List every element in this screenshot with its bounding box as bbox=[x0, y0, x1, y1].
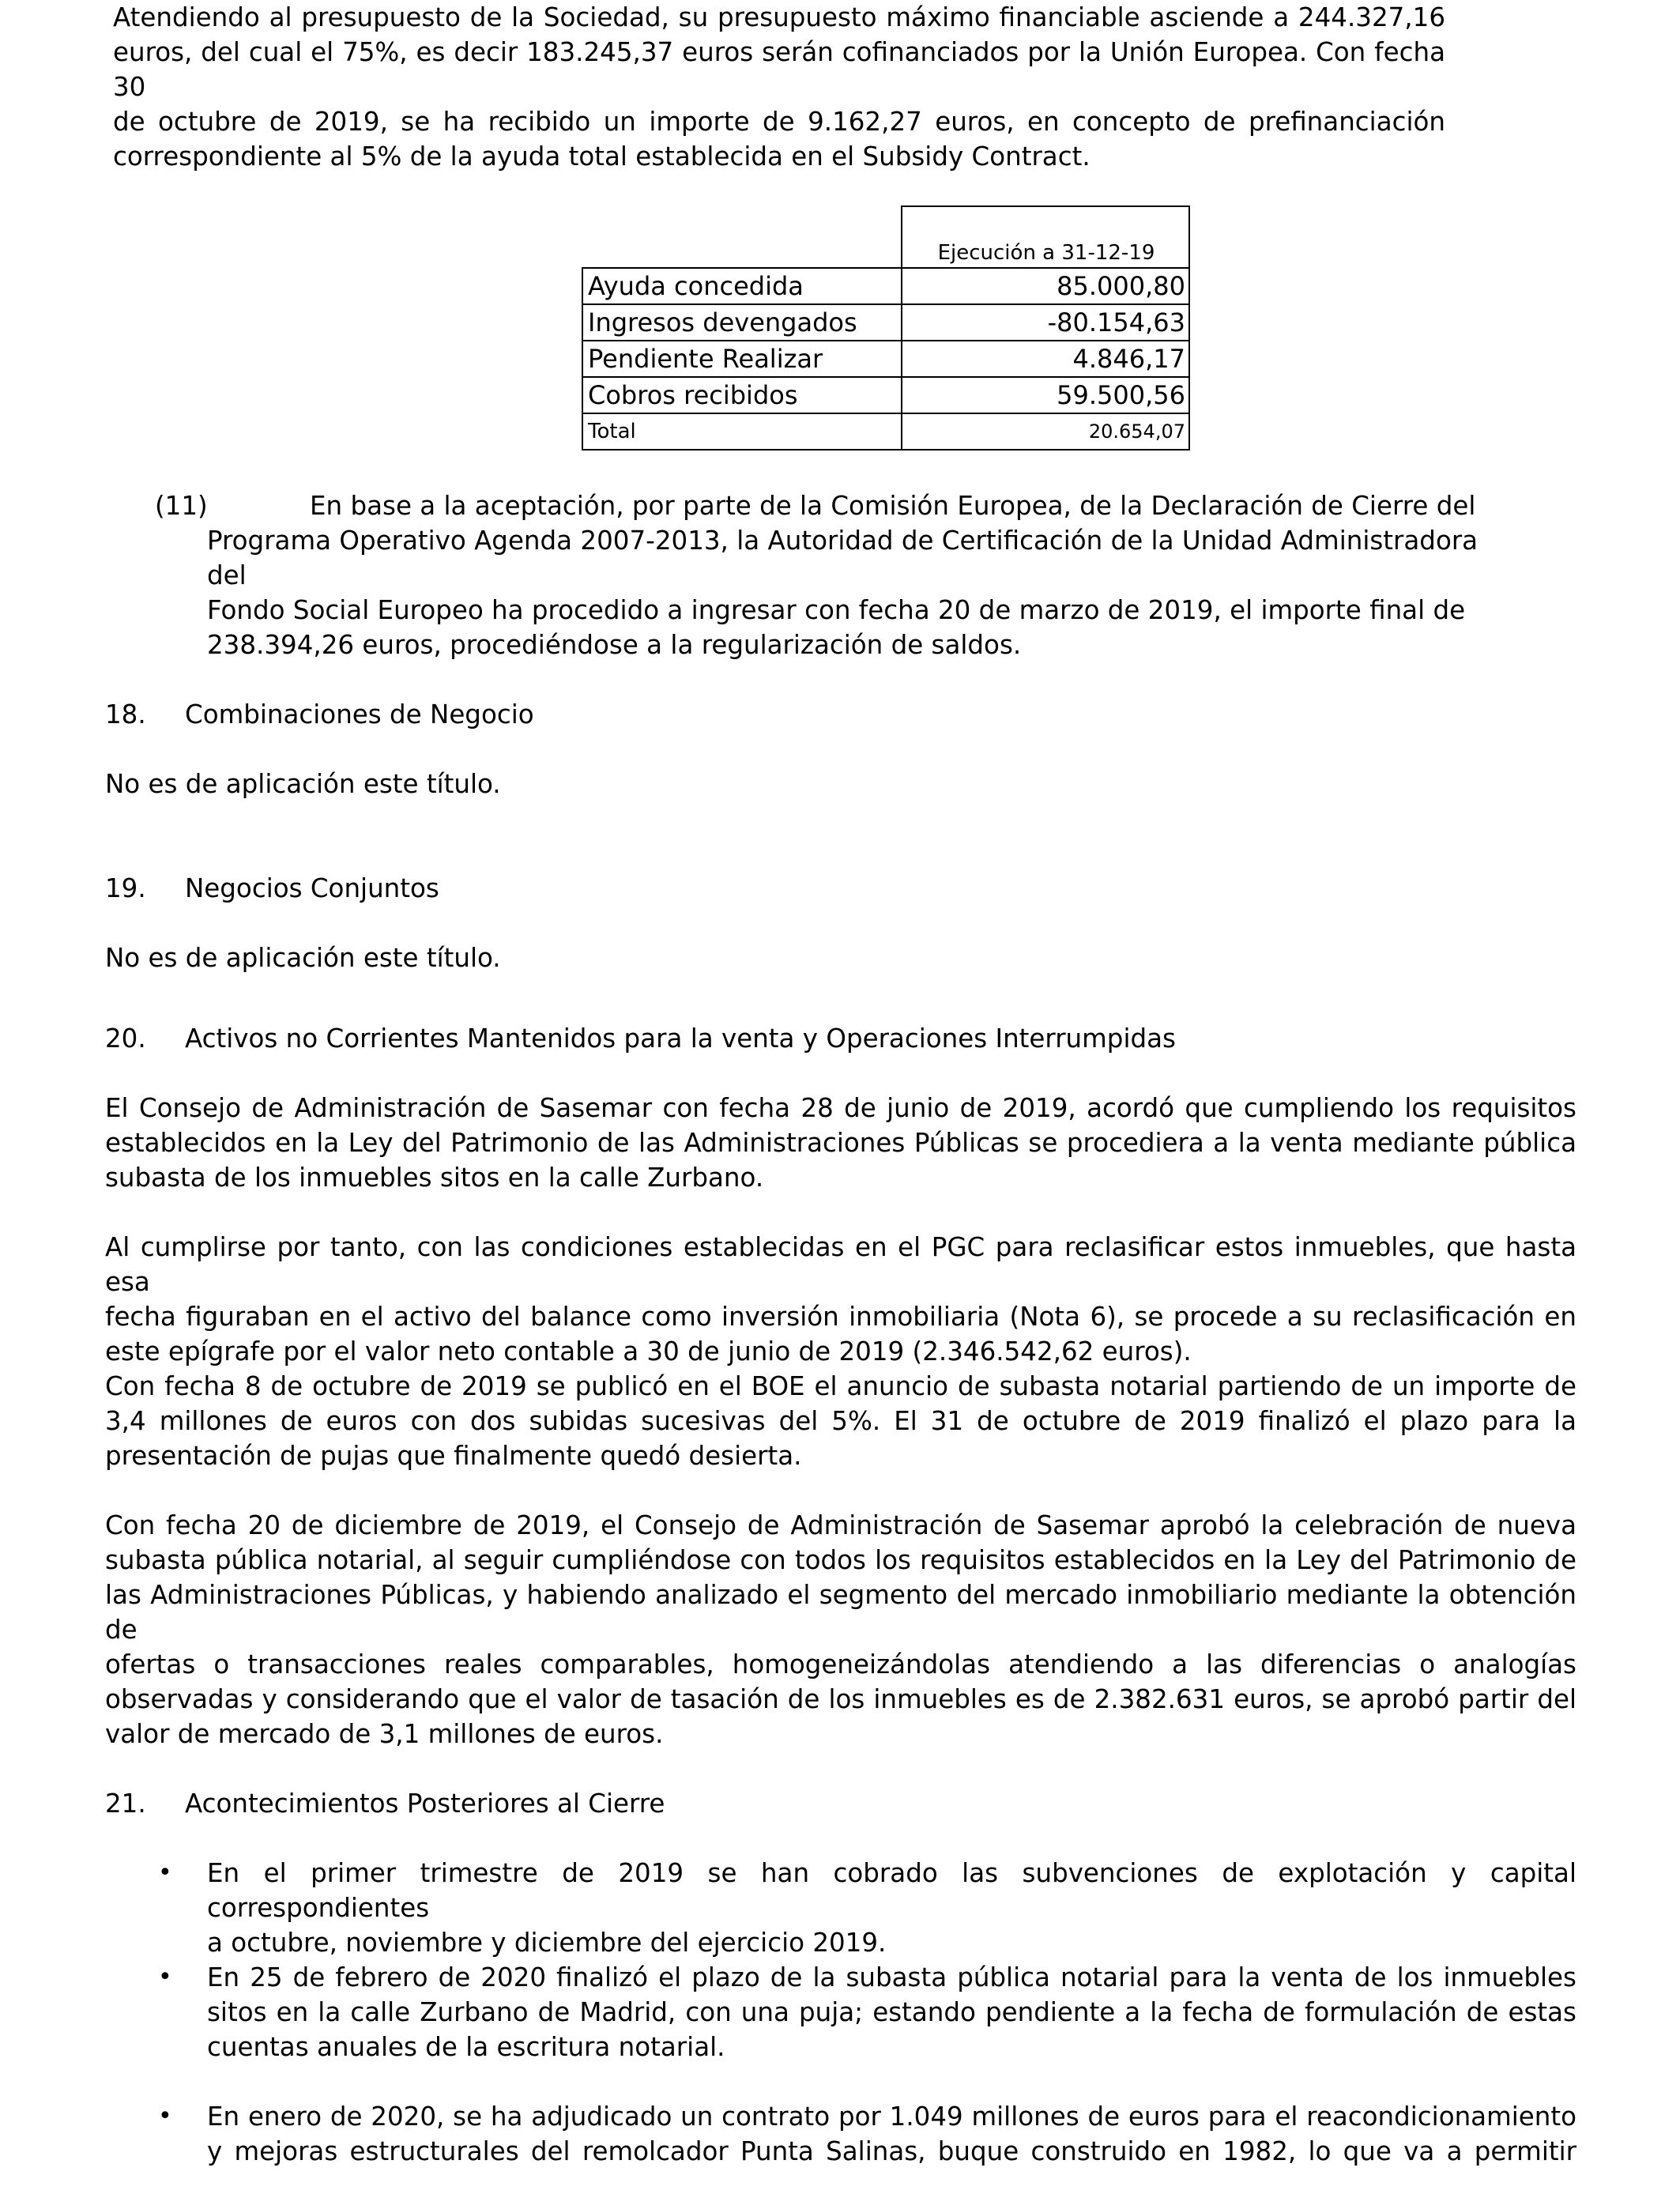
paragraph-line: establecidos en la Ley del Patrimonio de las Administraciones Públicas se procediera a la venta mediante pública bbox=[105, 1128, 1576, 1158]
paragraph-line: las Administraciones Públicas, y habiendo analizado el segmento del mercado inmobiliario mediante la obtención de bbox=[105, 1580, 1576, 1645]
paragraph-line: Al cumplirse por tanto, con las condiciones establecidas en el PGC para reclasificar estos inmuebles, que hasta esa bbox=[105, 1232, 1576, 1297]
row-value: 85.000,80 bbox=[902, 268, 1189, 304]
bullet-line: En el primer trimestre de 2019 se han cobrado las subvenciones de explotación y capital correspondientes bbox=[207, 1858, 1576, 1923]
table-row bbox=[582, 268, 1189, 304]
note-line: En base a la aceptación, por parte de la Comisión Europea, de la Declaración de Cierre del bbox=[310, 491, 1476, 521]
section-18-text: No es de aplicación este título. bbox=[105, 769, 501, 799]
note-11-number: (11) bbox=[155, 491, 208, 521]
section-19-text: No es de aplicación este título. bbox=[105, 943, 501, 973]
bullet-line: cuentas anuales de la escritura notarial. bbox=[207, 2032, 725, 2062]
section-18-number: 18. bbox=[105, 699, 146, 729]
bullet-icon: • bbox=[158, 1859, 172, 1887]
execution-table bbox=[582, 205, 1190, 450]
paragraph-line: fecha figuraban en el activo del balance como inversión inmobiliaria (Nota 6), se procede a su reclasificación en bbox=[105, 1302, 1576, 1332]
row-label: Ingresos devengados bbox=[582, 304, 902, 341]
table-header: Ejecución a 31-12-19 bbox=[902, 206, 1189, 268]
intro-line: euros, del cual el 75%, es decir 183.245,37 euros serán cofinanciados por la Unión Europea. Con fecha 30 bbox=[113, 37, 1445, 102]
section-20-paragraph-1 bbox=[105, 1091, 1576, 1195]
intro-line: Atendiendo al presupuesto de la Sociedad, su presupuesto máximo financiable asciende a 244.327,16 bbox=[113, 2, 1445, 32]
bullet-line: En enero de 2020, se ha adjudicado un contrato por 1.049 millones de euros para el reacondicionamiento bbox=[207, 2102, 1576, 2132]
bullet-line: sitos en la calle Zurbano de Madrid, con una puja; estando pendiente a la fecha de formulación de estas bbox=[207, 1997, 1576, 2027]
note-line: 238.394,26 euros, procediéndose a la regularización de saldos. bbox=[207, 630, 1022, 660]
bullet-line: y mejoras estructurales del remolcador Punta Salinas, buque construido en 1982, lo que va a permitir bbox=[207, 2136, 1576, 2166]
bullet-item bbox=[207, 2099, 1576, 2169]
paragraph-line: valor de mercado de 3,1 millones de euros. bbox=[105, 1719, 664, 1749]
section-20-paragraph-3 bbox=[105, 1369, 1576, 1473]
paragraph-line: subasta de los inmuebles sitos en la calle Zurbano. bbox=[105, 1163, 764, 1193]
table-row bbox=[582, 377, 1189, 413]
row-value: -80.154,63 bbox=[902, 304, 1189, 341]
bullet-icon: • bbox=[158, 1963, 172, 1991]
bullet-line: En 25 de febrero de 2020 finalizó el plazo de la subasta pública notarial para la venta de los inmuebles bbox=[207, 1962, 1576, 1992]
row-value: 4.846,17 bbox=[902, 341, 1189, 377]
paragraph-line: este epígrafe por el valor neto contable a 30 de junio de 2019 (2.346.542,62 euros). bbox=[105, 1336, 1192, 1367]
table-total-row bbox=[582, 413, 1189, 450]
intro-paragraph bbox=[113, 0, 1445, 174]
paragraph-line: observadas y considerando que el valor de tasación de los inmuebles es de 2.382.631 euros, se aprobó partir del bbox=[105, 1684, 1576, 1714]
paragraph-line: subasta pública notarial, al seguir cumpliéndose con todos los requisitos establecidos en la Ley del Patrimonio de bbox=[105, 1545, 1576, 1575]
row-label: Ayuda concedida bbox=[582, 268, 902, 304]
table-row bbox=[582, 341, 1189, 377]
paragraph-line: El Consejo de Administración de Sasemar con fecha 28 de junio de 2019, acordó que cumpliendo los requisitos bbox=[105, 1093, 1576, 1123]
note-11-paragraph bbox=[207, 488, 1519, 662]
table-row bbox=[582, 304, 1189, 341]
section-19-number: 19. bbox=[105, 873, 146, 903]
section-18-title: Combinaciones de Negocio bbox=[185, 699, 534, 729]
section-20-paragraph-4 bbox=[105, 1508, 1576, 1751]
intro-line: correspondiente al 5% de la ayuda total establecida en el Subsidy Contract. bbox=[113, 141, 1090, 172]
row-value: 59.500,56 bbox=[902, 377, 1189, 413]
table-header-row bbox=[582, 206, 1189, 268]
bullet-line: a octubre, noviembre y diciembre del ejercicio 2019. bbox=[207, 1928, 887, 1958]
note-line: Programa Operativo Agenda 2007-2013, la Autoridad de Certificación de la Unidad Administradora del bbox=[207, 526, 1478, 590]
row-label: Cobros recibidos bbox=[582, 377, 902, 413]
bullet-item bbox=[207, 1856, 1576, 1960]
total-label: Total bbox=[582, 413, 902, 450]
intro-line: de octubre de 2019, se ha recibido un importe de 9.162,27 euros, en concepto de prefinanciación bbox=[113, 107, 1445, 137]
bullet-icon: • bbox=[158, 2102, 172, 2130]
paragraph-line: Con fecha 8 de octubre de 2019 se publicó en el BOE el anuncio de subasta notarial partiendo de un importe de bbox=[105, 1371, 1576, 1401]
paragraph-line: ofertas o transacciones reales comparables, homogeneizándolas atendiendo a las diferencias o analogías bbox=[105, 1649, 1576, 1679]
total-value: 20.654,07 bbox=[902, 413, 1189, 450]
bullet-item bbox=[207, 1960, 1576, 2064]
section-20-paragraph-2 bbox=[105, 1230, 1576, 1369]
section-20-title: Activos no Corrientes Mantenidos para la venta y Operaciones Interrumpidas bbox=[185, 1023, 1176, 1054]
section-21-title: Acontecimientos Posteriores al Cierre bbox=[185, 1789, 665, 1819]
section-21-number: 21. bbox=[105, 1789, 146, 1819]
section-20-number: 20. bbox=[105, 1023, 146, 1054]
row-label: Pendiente Realizar bbox=[582, 341, 902, 377]
section-19-title: Negocios Conjuntos bbox=[185, 873, 439, 903]
paragraph-line: presentación de pujas que finalmente quedó desierta. bbox=[105, 1441, 802, 1471]
note-line: Fondo Social Europeo ha procedido a ingresar con fecha 20 de marzo de 2019, el importe final de bbox=[207, 595, 1466, 625]
paragraph-line: Con fecha 20 de diciembre de 2019, el Consejo de Administración de Sasemar aprobó la celebración de nueva bbox=[105, 1510, 1576, 1540]
paragraph-line: 3,4 millones de euros con dos subidas sucesivas del 5%. El 31 de octubre de 2019 finalizó el plazo para la bbox=[105, 1406, 1576, 1436]
